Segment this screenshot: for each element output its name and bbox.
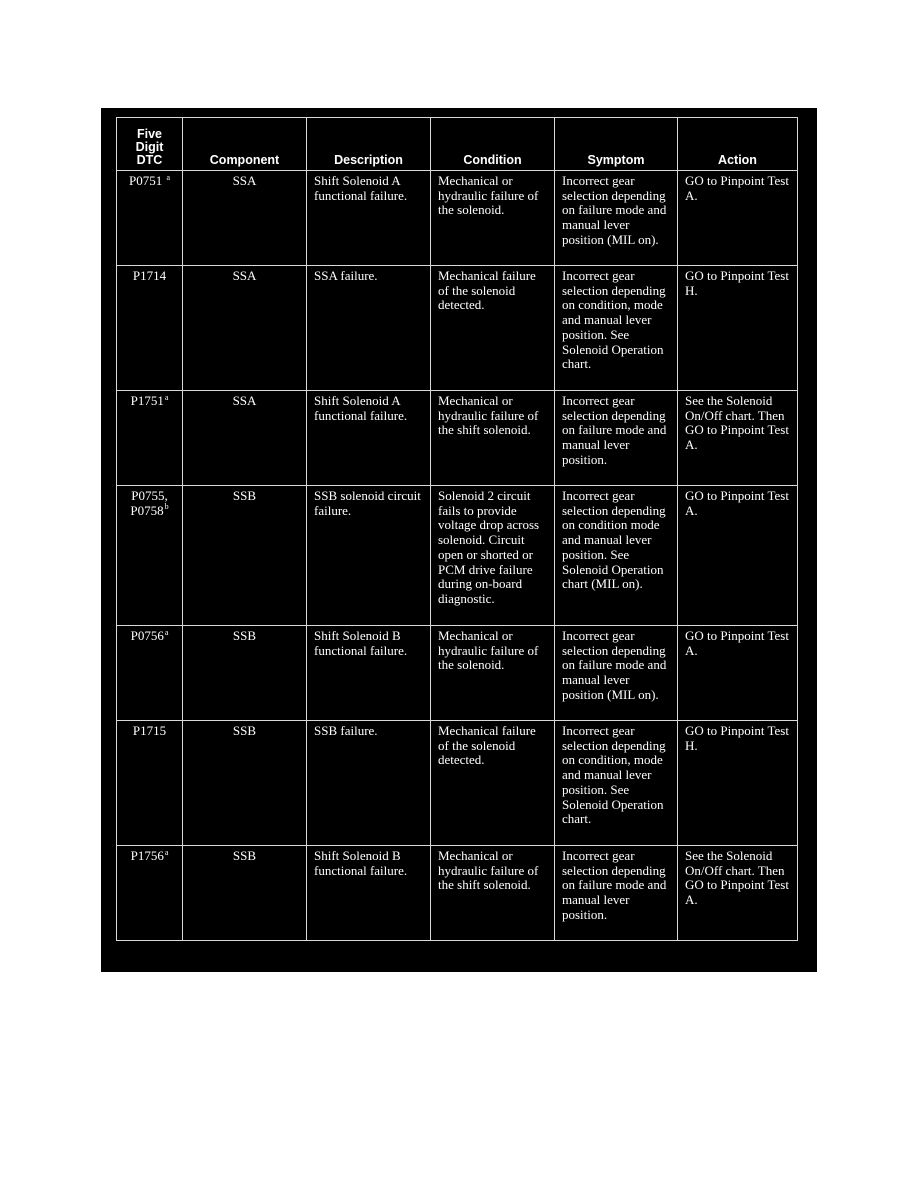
- dtc-table: [116, 117, 798, 941]
- action-cell: GO to Pinpoint Test A.: [678, 486, 798, 626]
- dtc-code: P0755, P0758: [130, 488, 168, 518]
- dtc-code: P1751: [130, 393, 164, 408]
- description-cell: Shift Solenoid B functional failure.: [307, 846, 431, 941]
- table-row: [117, 266, 798, 391]
- dtc-footnote-marker: a: [166, 172, 171, 182]
- condition-cell: Mechanical or hydraulic failure of the solenoid.: [431, 626, 555, 721]
- symptom-cell: Incorrect gear selection depending on condition, mode and manual lever position. See Solenoid Operation chart.: [555, 266, 678, 391]
- condition-cell: Mechanical or hydraulic failure of the solenoid.: [431, 171, 555, 266]
- symptom-cell: Incorrect gear selection depending on condition, mode and manual lever position. See Solenoid Operation chart.: [555, 721, 678, 846]
- table-row: [117, 626, 798, 721]
- dtc-footnote-marker: a: [164, 847, 169, 857]
- condition-cell: Mechanical failure of the solenoid detected.: [431, 721, 555, 846]
- header-component: Component: [183, 118, 307, 171]
- description-cell: SSB failure.: [307, 721, 431, 846]
- description-cell: Shift Solenoid B functional failure.: [307, 626, 431, 721]
- dtc-cell: [117, 266, 183, 391]
- dtc-cell: [117, 171, 183, 266]
- header-condition: Condition: [431, 118, 555, 171]
- description-cell: Shift Solenoid A functional failure.: [307, 391, 431, 486]
- header-dtc: [117, 118, 183, 171]
- header-symptom: Symptom: [555, 118, 678, 171]
- component-cell: SSB: [183, 486, 307, 626]
- condition-cell: Mechanical failure of the solenoid detected.: [431, 266, 555, 391]
- dtc-code: P1715: [132, 723, 167, 738]
- dtc-cell: [117, 626, 183, 721]
- header-description: Description: [307, 118, 431, 171]
- table-row: [117, 721, 798, 846]
- symptom-cell: Incorrect gear selection depending on failure mode and manual lever position.: [555, 846, 678, 941]
- condition-cell: Mechanical or hydraulic failure of the shift solenoid.: [431, 391, 555, 486]
- dtc-footnote-marker: a: [164, 392, 169, 402]
- symptom-cell: Incorrect gear selection depending on failure mode and manual lever position (MIL on).: [555, 626, 678, 721]
- table-header-row: [117, 118, 798, 171]
- dtc-cell: [117, 486, 183, 626]
- dtc-cell: [117, 391, 183, 486]
- component-cell: SSB: [183, 721, 307, 846]
- dtc-code: P1714: [132, 268, 167, 283]
- symptom-cell: Incorrect gear selection depending on failure mode and manual lever position (MIL on).: [555, 171, 678, 266]
- dtc-cell: [117, 846, 183, 941]
- action-cell: GO to Pinpoint Test H.: [678, 266, 798, 391]
- condition-cell: Mechanical or hydraulic failure of the shift solenoid.: [431, 846, 555, 941]
- action-cell: GO to Pinpoint Test A.: [678, 626, 798, 721]
- action-cell: GO to Pinpoint Test H.: [678, 721, 798, 846]
- symptom-cell: Incorrect gear selection depending on failure mode and manual lever position.: [555, 391, 678, 486]
- dtc-footnote-marker: a: [164, 627, 169, 637]
- dtc-code: P0756: [130, 628, 164, 643]
- action-cell: See the Solenoid On/Off chart. Then GO to Pinpoint Test A.: [678, 391, 798, 486]
- header-action: Action: [678, 118, 798, 171]
- table-row: [117, 171, 798, 266]
- description-cell: SSB solenoid circuit failure.: [307, 486, 431, 626]
- table-row: [117, 486, 798, 626]
- description-cell: Shift Solenoid A functional failure.: [307, 171, 431, 266]
- dtc-code: P0751: [128, 173, 163, 188]
- component-cell: SSB: [183, 846, 307, 941]
- component-cell: SSB: [183, 626, 307, 721]
- component-cell: SSA: [183, 171, 307, 266]
- dtc-table-panel: [101, 108, 817, 972]
- condition-cell: Solenoid 2 circuit fails to provide voltage drop across solenoid. Circuit open or shorted or PCM drive failure during on-board diagnostic.: [431, 486, 555, 626]
- dtc-footnote-marker: b: [164, 502, 169, 512]
- component-cell: SSA: [183, 266, 307, 391]
- header-dtc-label: Five Digit DTC: [135, 127, 164, 167]
- dtc-code: P1756: [130, 848, 164, 863]
- symptom-cell: Incorrect gear selection depending on condition mode and manual lever position. See Solenoid Operation chart (MIL on).: [555, 486, 678, 626]
- component-cell: SSA: [183, 391, 307, 486]
- dtc-cell: [117, 721, 183, 846]
- table-row: [117, 846, 798, 941]
- table-row: [117, 391, 798, 486]
- action-cell: GO to Pinpoint Test A.: [678, 171, 798, 266]
- action-cell: See the Solenoid On/Off chart. Then GO to Pinpoint Test A.: [678, 846, 798, 941]
- description-cell: SSA failure.: [307, 266, 431, 391]
